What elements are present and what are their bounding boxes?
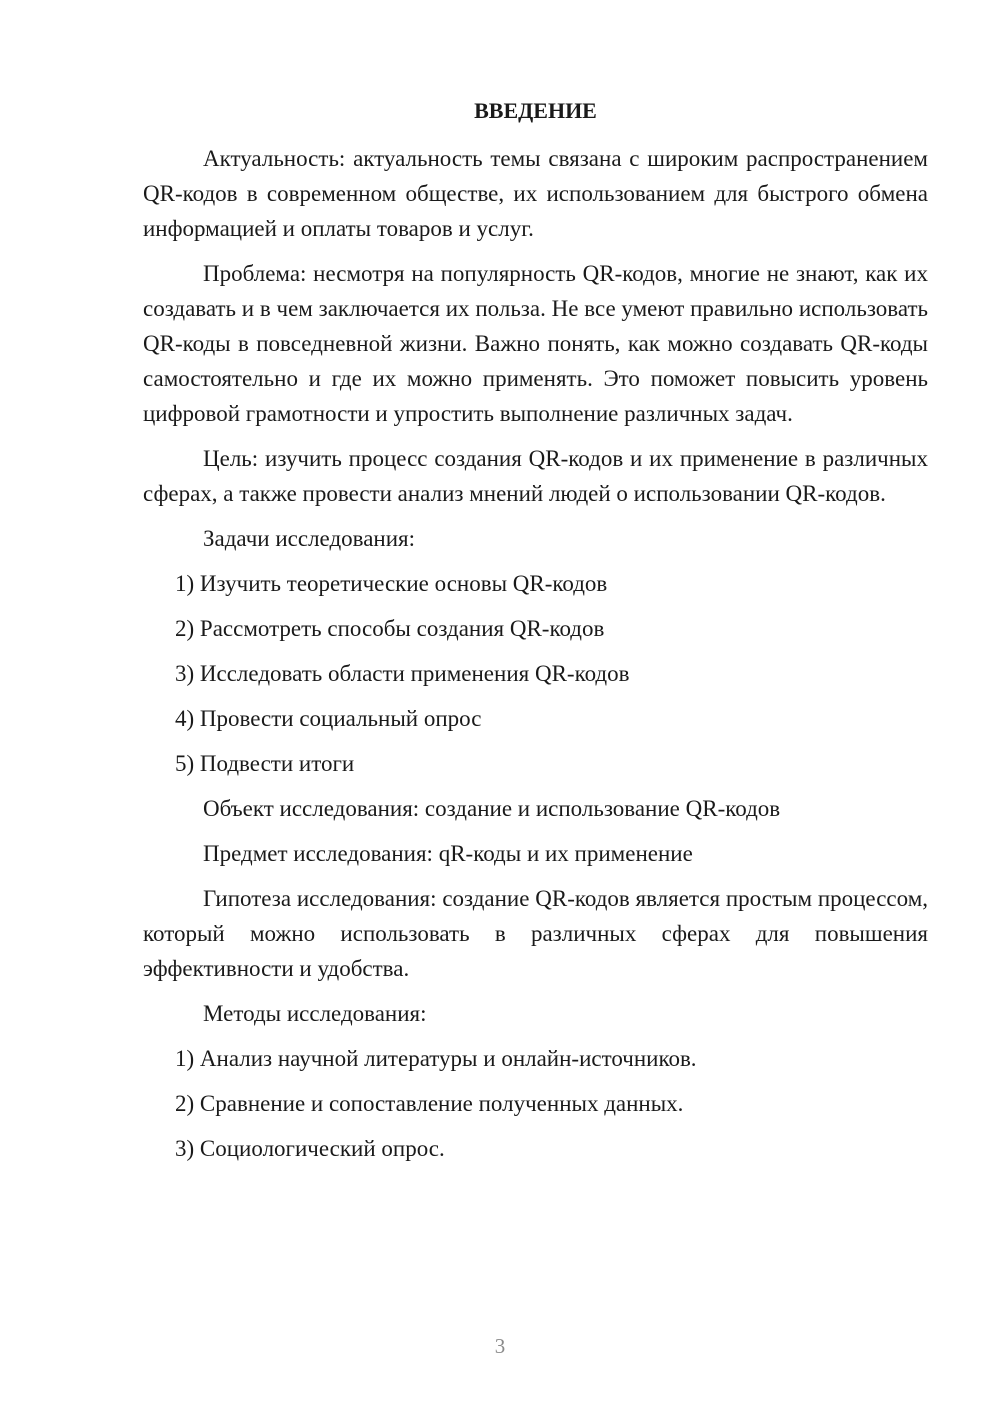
goal-paragraph: Цель: изучить процесс создания QR-кодов и их применение в различных сферах, а также провести анализ мнений людей о использовании QR-кодов. [143,446,928,506]
tasks-heading: Задачи исследования: [203,526,416,551]
hypothesis-paragraph: Гипотеза исследования: создание QR-кодов является простым процессом, который можно использовать в различных сферах для повышения эффективности и удобства. [143,886,928,981]
task-item: 3) Исследовать области применения QR-кодов [175,661,630,686]
problem-paragraph: Проблема: несмотря на популярность QR-кодов, многие не знают, как их создавать и в чем заключается их польза. Не все умеют правильно использовать QR-коды в повседневной жизни. Важно понять, как можно создавать QR-коды самостоятельно и где их можно применять. Это поможет повысить уровень цифровой грамотности и упростить выполнение различных задач. [143,261,928,426]
page-number: 3 [494,1334,506,1358]
subject-line: Предмет исследования: qR-коды и их применение [203,841,693,866]
task-item: 4) Провести социальный опрос [175,706,482,731]
methods-list [143,1041,928,1166]
method-item: 2) Сравнение и сопоставление полученных данных. [175,1091,684,1116]
section-title: ВВЕДЕНИЕ [474,98,597,123]
tasks-list [143,566,928,781]
relevance-paragraph: Актуальность: актуальность темы связана с широким распространением QR-кодов в современном обществе, их использованием для быстрого обмена информацией и оплаты товаров и услуг. [143,146,928,241]
object-line: Объект исследования: создание и использование QR-кодов [203,796,781,821]
method-item: 1) Анализ научной литературы и онлайн-источников. [175,1046,697,1071]
methods-heading: Методы исследования: [203,1001,427,1026]
task-item: 1) Изучить теоретические основы QR-кодов [175,571,608,596]
task-item: 2) Рассмотреть способы создания QR-кодов [175,616,605,641]
task-item: 5) Подвести итоги [175,751,355,776]
method-item: 3) Социологический опрос. [175,1136,445,1161]
page-content [143,96,928,1176]
